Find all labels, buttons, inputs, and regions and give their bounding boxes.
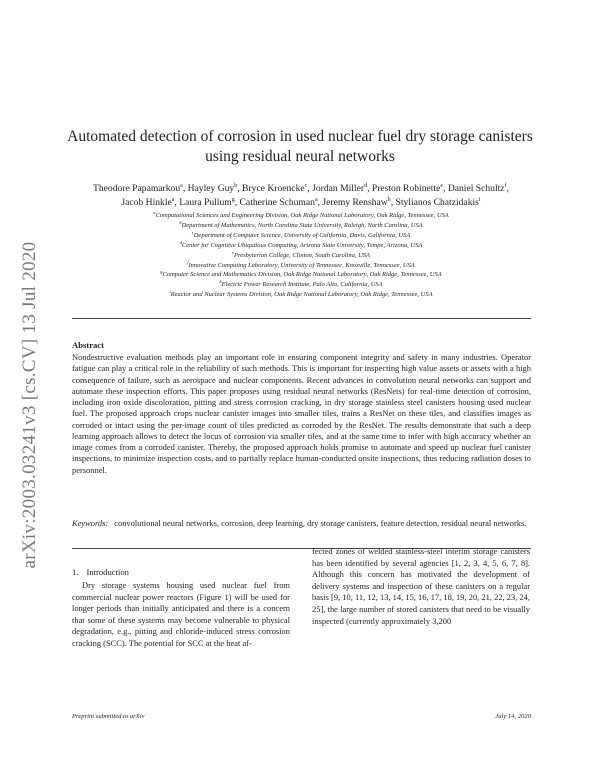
affiliation: $^h$Electric Power Research Institute, Palo Alto, California, USA xyxy=(219,279,383,289)
author: Jordan Miller$^d$ xyxy=(312,183,368,194)
affiliation: $^b$Department of Mathematics, North Carolina State University, Raleigh, North Carolina, USA xyxy=(179,219,423,229)
section-number: 1. xyxy=(72,567,79,577)
author: Preston Robinette$^e$ xyxy=(371,183,444,194)
section-title: Introduction xyxy=(86,567,129,577)
title-line-1: Automated detection of corrosion in used nuclear fuel dry storage canisters xyxy=(67,128,533,145)
keywords-text: convolutional neural networks, corrosion, deep learning, dry storage canisters, feature detection, residual neural networks. xyxy=(114,518,527,528)
abstract-heading: Abstract xyxy=(72,340,104,350)
arxiv-identifier-text: arXiv:2003.03241v3 [cs.CV] 13 Jul 2020 xyxy=(19,241,40,569)
author: Stylianos Chatzidakis$^i$ xyxy=(395,197,481,208)
affiliation: $^g$Computer Science and Mathematics Division, Oak Ridge National Laboratory, Oak Ridge, Tennessee, USA xyxy=(160,269,442,279)
author: Jeremy Renshaw$^h$ xyxy=(322,197,391,208)
affiliation: $^a$Computational Sciences and Engineering Division, Oak Ridge National Laboratory, Oak Ridge, Tennessee, USA xyxy=(153,210,449,219)
author: Bryce Kroencke$^c$ xyxy=(242,183,308,194)
abstract-top-rule xyxy=(72,318,531,319)
author: Catherine Schuman$^a$ xyxy=(239,197,318,208)
author: Daniel Schultz$^f$ xyxy=(447,183,507,194)
affiliation: $^c$Department of Computer Science, University of California, Davis, California, USA xyxy=(191,229,411,239)
author: Jacob Hinkle$^a$ xyxy=(121,197,175,208)
footer-date: July 14, 2020 xyxy=(495,713,531,720)
abstract-body: Nondestructive evaluation methods play an important role in ensuring component integrity and safety in many industries. Operator fatigue can play a critical role in the reliability of such methods. This is important for inspecting high value assets or assets with a high consequence of failure, such as aerospace and nuclear components. Recent advances in convolution neural networks can support and automate these inspection efforts. This paper proposes using residual neural networks (ResNets) for real-time detection of corrosion, including iron oxide discoloration, pitting and stress corrosion cracking, in dry storage stainless steel canisters housing used nuclear fuel. The proposed approach crops nuclear canister images into smaller tiles, trains a ResNet on these tiles, and classifies images as corroded or intact using the per-image count of tiles predicted as corroded by the ResNet. The results demonstrate that such a deep learning approach allows to detect the locus of corrosion via smaller tiles, and at the same time to infer with high accuracy whether an image comes from a corroded canister. Thereby, the proposed approach holds promise to automate and speed up nuclear fuel canister inspections, to minimize inspection costs, and to partially replace human-conducted onsite inspections, thus reducing radiation doses to personnel. xyxy=(72,352,531,475)
footer-preprint-note: Preprint submitted to arXiv xyxy=(72,713,145,720)
affiliation: $^e$Presbyterian College, Clinton, South Carolina, USA xyxy=(231,249,370,259)
keywords-label: Keywords: xyxy=(72,518,109,528)
arxiv-identifier-stamp xyxy=(8,240,52,570)
author: Laura Pullum$^g$ xyxy=(179,197,235,208)
affiliation: $^i$Reactor and Nuclear Systems Division, Oak Ridge National Laboratory, Oak Ridge, Tennessee, USA xyxy=(169,289,433,299)
author: Theodore Papamarkou$^a$ xyxy=(93,183,183,194)
paper-title xyxy=(60,127,540,167)
keywords xyxy=(72,518,531,529)
title-line-2: using residual neural networks xyxy=(205,148,395,165)
intro-right-column: fected zones of welded stainless-steel interim storage canisters has been identified by several agencies [1, 2, 3, 4, 5, 6, 7, 8]. Although this concern has motivated the development of delivery systems and inspection of these canisters on a regular basis [9, 10, 11, 12, 13, 14, 15, 16, 17, 18, 19, 20, 21, 22, 23, 24, 25], the large number of stored canisters that need to be visually inspected (currently approximately 3,200 xyxy=(312,546,530,626)
intro-left-column: Dry storage systems housing used nuclear fuel from commercial nuclear power reactors (Figure 1) will be used for longer periods than initially anticipated and there is a concern that some of these systems may become vulnerable to physical degradation, e.g., pitting and chloride-induced stress corrosion cracking (SCC). The potential for SCC at the heat af- xyxy=(72,580,290,648)
affiliation-list xyxy=(60,211,542,300)
affiliation: $^f$Innovative Computing Laboratory, University of Tennessee, Knoxville, Tennessee, USA xyxy=(187,259,415,269)
section-heading-introduction xyxy=(72,567,129,577)
author-list: Theodore Papamarkou$^a$, Hayley Guy$^b$, Bryce Kroencke$^c$, Jordan Miller$^d$, Preston Robinette$^e$, Daniel Schultz$^f$, Jacob Hinkle$^a$, Laura Pullum$^g$, Catherine Schuman$^a$, Jeremy Renshaw$^h$, Stylianos Chatzidakis$^i$ xyxy=(93,183,509,208)
author: Hayley Guy$^b$ xyxy=(187,183,238,194)
affiliation: $^d$Center for Cognitive Ubiquitous Computing, Arizona State University, Tempe, Arizona, USA xyxy=(179,239,423,249)
